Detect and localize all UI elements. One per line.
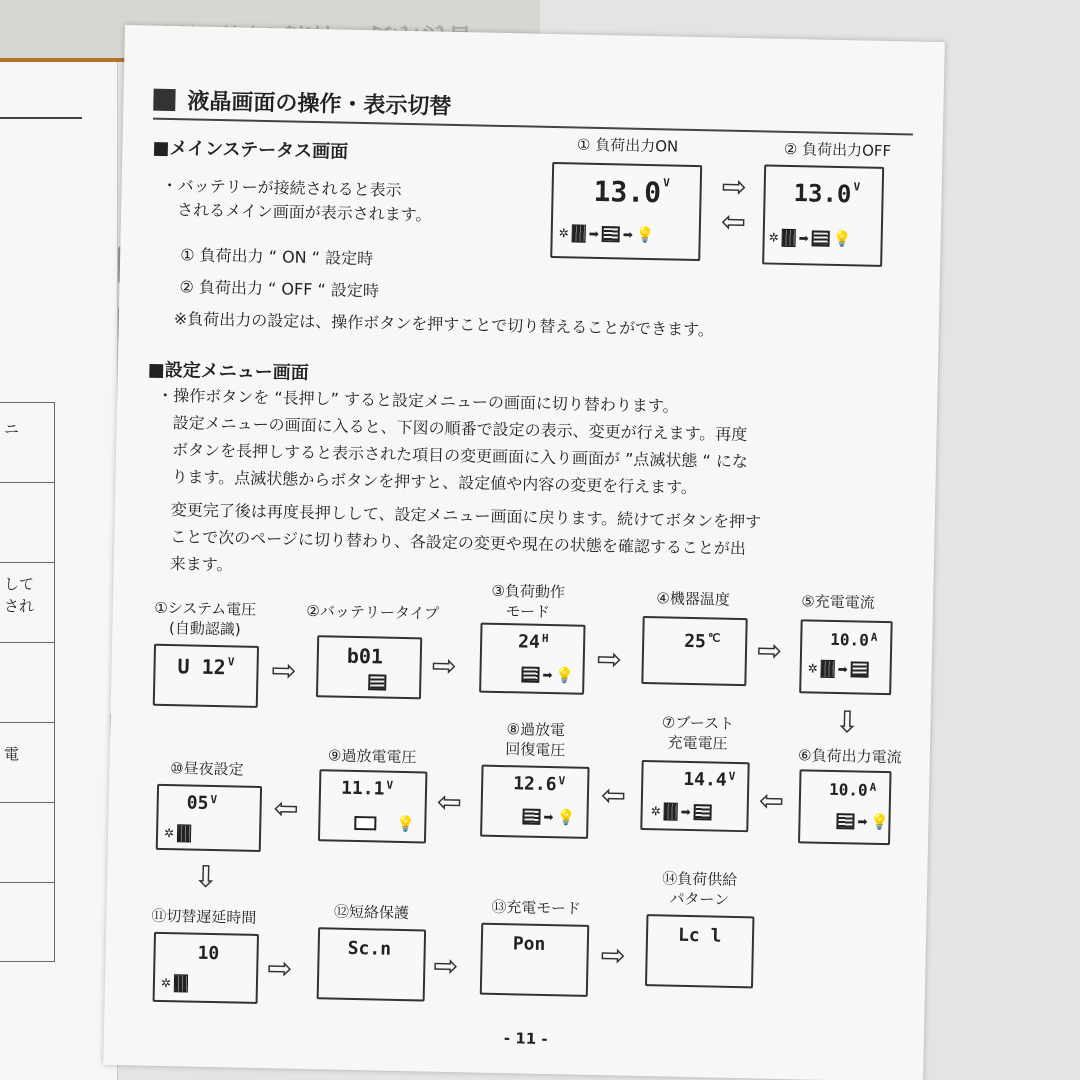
flow-arrow-icon: ➡ bbox=[622, 227, 634, 242]
lcd-status-icons bbox=[164, 824, 191, 843]
lcd-status-icons bbox=[354, 814, 415, 833]
header-rule bbox=[153, 118, 913, 136]
screen-label: ⑧過放電 回復電圧 bbox=[505, 720, 566, 760]
left-arrow-icon: ⇦ bbox=[758, 783, 785, 819]
lcd-status-icons bbox=[650, 802, 711, 821]
lcd-value: U 12 $^V$ bbox=[177, 654, 235, 680]
lcd-value: 10.0 $^A$ bbox=[830, 629, 878, 650]
main-status-desc-1: ・バッテリーが接続されると表示 bbox=[161, 175, 402, 200]
settings-para-1 bbox=[155, 382, 749, 502]
setting-lcd-switch-delay bbox=[153, 932, 259, 1004]
main-status-desc-2: されるメイン画面が表示されます。 bbox=[176, 200, 432, 225]
left-arrow-icon: ⇦ bbox=[273, 791, 300, 827]
header-square-icon bbox=[153, 88, 175, 110]
main-status-item-on: ① 負荷出力 “ ON “ 設定時 bbox=[180, 245, 374, 269]
lcd-value: 10 bbox=[197, 942, 220, 965]
left-table-row bbox=[0, 483, 54, 563]
screen-on-label: ① 負荷出力ON bbox=[576, 135, 679, 156]
lcd-value: 25 ℃ bbox=[683, 630, 721, 653]
settings-para-1-line: 設定メニューの画面に入ると、下図の順番で設定の表示、変更が行えます。再度 bbox=[172, 413, 748, 445]
solar-panel-icon bbox=[174, 974, 188, 992]
screen-label: ⑭負荷供給 パターン bbox=[662, 869, 738, 909]
lcd-value: 12.6 $^V$ bbox=[512, 773, 566, 796]
main-status-item-off: ② 負荷出力 “ OFF “ 設定時 bbox=[179, 277, 380, 301]
settings-para-2 bbox=[169, 496, 761, 589]
lcd-value: 13.0 $^V$ bbox=[593, 174, 671, 210]
battery-icon bbox=[368, 674, 386, 690]
bulb-icon: 💡 bbox=[870, 812, 890, 832]
lcd-status-icons bbox=[522, 808, 575, 827]
settings-para-2-line: ことで次のページに切り替わり、各設定の変更や現在の状態を確認することが出 bbox=[170, 527, 747, 559]
screen-label: ⑨過放電電圧 bbox=[327, 746, 417, 767]
battery-icon bbox=[694, 804, 712, 820]
screen-label: ⑤充電電流 bbox=[801, 592, 875, 612]
lcd-value: 13.0 $^V$ bbox=[793, 179, 861, 209]
lcd-status-icons bbox=[161, 974, 188, 993]
left-page-table bbox=[0, 402, 55, 962]
down-arrow-icon: ⇩ bbox=[192, 859, 219, 896]
screen-label: ⑥負荷出力電流 bbox=[797, 746, 902, 767]
left-table-row bbox=[0, 643, 54, 723]
screen-label: ⑬充電モード bbox=[491, 897, 581, 918]
lcd-value: Pon bbox=[512, 933, 546, 956]
screen-label: ②バッテリータイプ bbox=[306, 601, 440, 623]
setting-lcd-charge-mode bbox=[480, 923, 589, 997]
down-arrow-icon: ⇩ bbox=[834, 705, 861, 741]
left-page-rule bbox=[0, 117, 82, 119]
screen-label: ⑪切替遅延時間 bbox=[151, 906, 257, 927]
flow-arrow-icon: ➡ bbox=[542, 667, 553, 683]
screen-label: ⑫短絡保護 bbox=[333, 902, 410, 923]
settings-para-1-line: ボタンを長押しすると表示された項目の変更画面に入り画面が ”点滅状態 “ にな bbox=[171, 440, 749, 472]
page-title: 液晶画面の操作・表示切替 bbox=[187, 89, 452, 120]
sun-icon: ✲ bbox=[768, 230, 779, 245]
right-arrow-icon: ⇨ bbox=[596, 642, 623, 678]
setting-lcd-overdischarge-voltage bbox=[318, 769, 427, 843]
right-arrow-icon: ⇨ bbox=[721, 169, 748, 206]
bulb-icon: 💡 bbox=[832, 229, 852, 249]
left-fragment: して bbox=[4, 575, 35, 593]
battery-icon bbox=[522, 809, 540, 825]
flow-arrow-icon: ➡ bbox=[680, 804, 691, 820]
screen-label: ①システム電圧 (自動認識) bbox=[154, 598, 257, 639]
flow-arrow-icon: ➡ bbox=[543, 809, 554, 825]
setting-lcd-recovery-voltage bbox=[480, 765, 589, 839]
settings-para-1-line: ・操作ボタンを “長押し” すると設定メニューの画面に切り替わります。 bbox=[157, 385, 679, 416]
solar-panel-icon bbox=[782, 229, 796, 247]
flow-arrow-icon: ➡ bbox=[588, 226, 599, 241]
setting-lcd-charge-current bbox=[799, 619, 893, 695]
battery-icon bbox=[521, 666, 539, 682]
main-status-heading: ■メインステータス画面 bbox=[152, 137, 349, 163]
solar-panel-icon bbox=[572, 224, 586, 242]
settings-heading: ■設定メニュー画面 bbox=[147, 359, 309, 384]
left-fragment: 電 bbox=[4, 745, 20, 763]
lcd-value: 11.1 $^V$ bbox=[340, 777, 394, 800]
right-arrow-icon: ⇨ bbox=[271, 653, 298, 689]
lcd-status-icons bbox=[368, 674, 386, 690]
sun-icon: ✲ bbox=[650, 804, 661, 819]
lcd-value: 10.0 $^A$ bbox=[828, 779, 877, 800]
lcd-status-icons bbox=[769, 229, 852, 249]
right-arrow-icon: ⇨ bbox=[431, 648, 458, 685]
setting-lcd-load-current bbox=[798, 769, 892, 845]
setting-lcd-day-night bbox=[156, 784, 262, 852]
flow-arrow-icon: ➡ bbox=[857, 814, 868, 829]
lcd-value: Sc.n bbox=[347, 937, 392, 960]
right-arrow-icon: ⇨ bbox=[600, 938, 627, 974]
bulb-icon: 💡 bbox=[555, 666, 575, 685]
screen-off-lcd bbox=[762, 164, 884, 266]
sun-icon: ✲ bbox=[163, 825, 175, 841]
bulb-icon: 💡 bbox=[396, 814, 416, 834]
setting-lcd-load-mode bbox=[479, 623, 585, 695]
lcd-status-icons bbox=[807, 659, 868, 678]
left-table-row bbox=[0, 403, 54, 483]
manual-page bbox=[103, 25, 945, 1080]
solar-panel-icon bbox=[821, 660, 835, 678]
setting-lcd-load-pattern bbox=[645, 914, 754, 988]
left-fragment: され bbox=[4, 597, 35, 615]
left-arrow-icon: ⇦ bbox=[720, 204, 747, 241]
battery-empty-icon bbox=[354, 816, 376, 830]
lcd-value: Lc l bbox=[677, 924, 722, 947]
left-table-row bbox=[0, 723, 54, 803]
setting-lcd-device-temp bbox=[641, 616, 747, 686]
lcd-status-icons bbox=[521, 665, 574, 684]
left-fragment: ニ bbox=[4, 420, 20, 438]
setting-lcd-short-protect bbox=[317, 927, 426, 1001]
sun-icon: ✲ bbox=[807, 661, 818, 676]
solar-panel-icon bbox=[664, 802, 678, 820]
left-table-row bbox=[0, 563, 54, 643]
flow-arrow-icon: ➡ bbox=[837, 662, 848, 677]
right-arrow-icon: ⇨ bbox=[266, 951, 293, 987]
screen-label: ③負荷動作 モード bbox=[491, 581, 566, 622]
lcd-value: 05 $^V$ bbox=[186, 792, 218, 814]
battery-icon bbox=[812, 230, 830, 246]
left-page bbox=[0, 62, 118, 1080]
section-header bbox=[153, 84, 452, 121]
settings-para-2-line: 来ます。 bbox=[169, 554, 233, 575]
battery-icon bbox=[602, 226, 620, 242]
sun-icon: ✲ bbox=[558, 226, 569, 241]
left-table-row bbox=[0, 803, 54, 883]
battery-icon bbox=[851, 661, 869, 677]
left-arrow-icon: ⇦ bbox=[600, 778, 627, 814]
flow-arrow-icon: ➡ bbox=[798, 231, 809, 246]
lcd-value: 24 $^H$ bbox=[517, 631, 549, 653]
lcd-value: 14.4 $^V$ bbox=[683, 768, 736, 791]
screen-off-label: ② 負荷出力OFF bbox=[783, 139, 892, 161]
setting-lcd-boost-voltage bbox=[640, 760, 749, 832]
lcd-status-icons bbox=[559, 224, 655, 244]
screen-label: ④機器温度 bbox=[656, 589, 731, 609]
setting-lcd-system-voltage bbox=[153, 644, 259, 708]
sun-icon: ✲ bbox=[160, 975, 172, 991]
bulb-icon: 💡 bbox=[556, 808, 576, 827]
right-arrow-icon: ⇨ bbox=[756, 633, 783, 669]
settings-para-2-line: 変更完了後は再度長押しして、設定メニュー画面に戻ります。続けてボタンを押す bbox=[170, 500, 762, 532]
battery-icon bbox=[836, 813, 854, 829]
bulb-icon: 💡 bbox=[635, 225, 655, 245]
screen-label: ⑩昼夜設定 bbox=[170, 759, 244, 779]
right-arrow-icon: ⇨ bbox=[432, 948, 459, 985]
setting-lcd-battery-type bbox=[316, 635, 422, 699]
screen-on-lcd bbox=[550, 162, 702, 261]
main-status-note: ※負荷出力の設定は、操作ボタンを押すことで切り替えることができます。 bbox=[173, 309, 715, 340]
screen-label: ⑦ブースト 充電電圧 bbox=[661, 713, 735, 753]
page-number: - 11 - bbox=[503, 1029, 548, 1049]
lcd-status-icons bbox=[836, 812, 889, 831]
solar-panel-icon bbox=[177, 824, 191, 842]
lcd-value: b01 bbox=[346, 643, 384, 669]
settings-para-1-line: ります。点滅状態からボタンを押すと、設定値や内容の変更を行えます。 bbox=[171, 467, 698, 498]
left-arrow-icon: ⇦ bbox=[436, 784, 463, 821]
